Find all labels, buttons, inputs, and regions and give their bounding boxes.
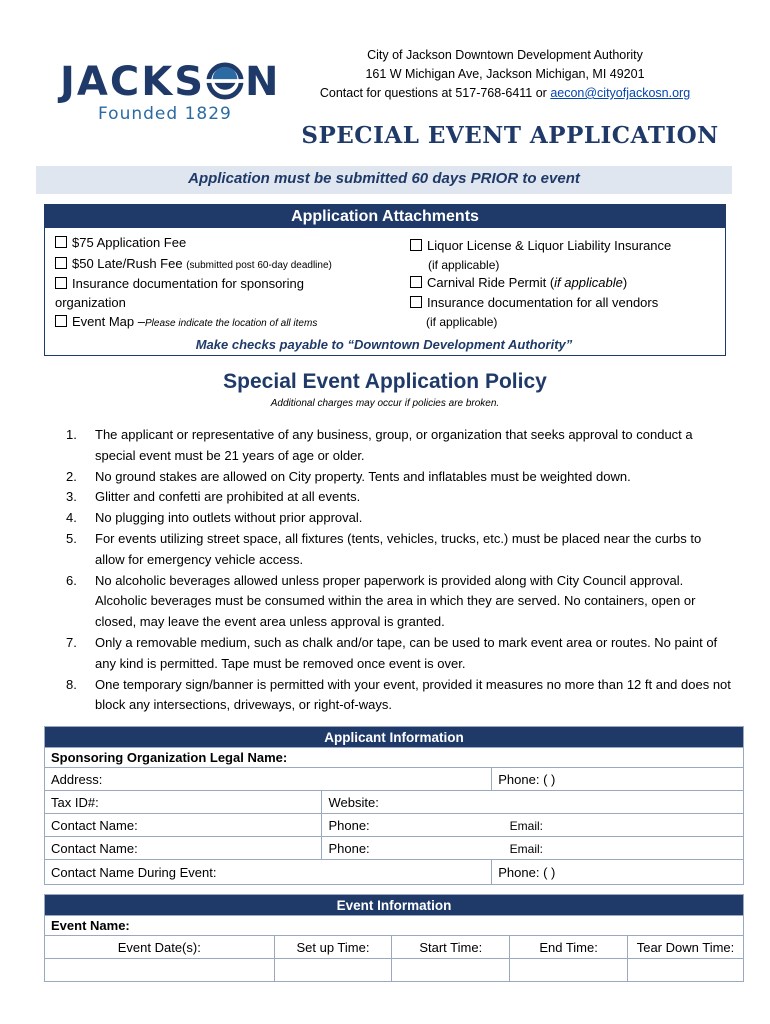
contact-name-field-2[interactable]: Contact Name: [45, 837, 322, 860]
policy-item: 7. Only a removable medium, such as chalk and/or tape, can be used to mark event area or routes. No paint of any kind is permitted. Tape must be removed once event is over. [66, 634, 718, 671]
attachment-application-fee[interactable]: $75 Application Fee [55, 234, 186, 252]
checkbox-icon[interactable] [55, 315, 67, 327]
contact-during-event-field[interactable]: Contact Name During Event: [45, 860, 492, 885]
attachment-vendor-note: (if applicable) [426, 315, 498, 329]
submit-notice: Application must be submitted 60 days PRIOR to event [188, 170, 580, 187]
attachments-header: Application Attachments [45, 205, 725, 228]
attachment-carnival-permit[interactable]: Carnival Ride Permit (if applicable) [410, 274, 627, 292]
page-title: SPECIAL EVENT APPLICATION [301, 122, 719, 149]
checkbox-icon[interactable] [55, 277, 67, 289]
attachment-liquor-note: (if applicable) [428, 258, 500, 272]
contact-phone-email-field[interactable]: Phone: Email: [322, 814, 744, 837]
policy-item: 5. For events utilizing street space, all fixtures (tents, vehicles, trucks, etc.) must be placed near the curbs to allow for emergency vehicle access. [66, 530, 702, 567]
policy-item: 2. No ground stakes are allowed on City property. Tents and inflatables must be weighted down. [66, 468, 631, 484]
address-line: 161 W Michigan Ave, Jackson Michigan, MI 49201 [365, 67, 645, 81]
event-dates-input[interactable] [45, 959, 275, 982]
policy-item: 8. One temporary sign/banner is permitted with your event, provided it measures no more than 12 ft and does not block any intersections, driveways, or right-of-ways. [66, 676, 731, 713]
policy-title: Special Event Application Policy [223, 370, 547, 393]
start-time-input[interactable] [392, 959, 510, 982]
address-field[interactable]: Address: [45, 768, 492, 791]
attachment-late-fee[interactable]: $50 Late/Rush Fee (submitted post 60-day deadline) [55, 255, 332, 275]
end-time-input[interactable] [510, 959, 628, 982]
attachment-insurance-org[interactable]: Insurance documentation for sponsoring [55, 275, 304, 293]
teardown-time-input[interactable] [628, 959, 744, 982]
tax-id-field[interactable]: Tax ID#: [45, 791, 322, 814]
end-time-header: End Time: [510, 936, 628, 959]
checkbox-icon[interactable] [55, 257, 67, 269]
org-legal-name-field[interactable]: Sponsoring Organization Legal Name: [45, 748, 744, 768]
setup-time-header: Set up Time: [274, 936, 392, 959]
teardown-time-header: Tear Down Time: [628, 936, 744, 959]
phone-field[interactable]: Phone: ( ) [492, 768, 744, 791]
policy-item: 1. The applicant or representative of any business, group, or organization that seeks approval to conduct a special event must be 21 years of age or older. [66, 427, 693, 463]
attachment-event-map[interactable]: Event Map –Please indicate the location of all items [55, 313, 317, 333]
checkbox-icon[interactable] [410, 296, 422, 308]
policy-list [66, 425, 734, 716]
policy-subtitle: Additional charges may occur if policies are broken. [270, 398, 500, 409]
policy-item: 6. No alcoholic beverages allowed unless proper paperwork is provided along with City Council approval. Alcoholic beverages must be consumed within the area in which they are served. No containers, open or closed, may leave the event area unless approval is granted. [66, 572, 696, 630]
contact-name-field[interactable]: Contact Name: [45, 814, 322, 837]
event-name-field[interactable]: Event Name: [45, 916, 744, 936]
event-table [44, 894, 744, 982]
contact-phone-email-field-2[interactable]: Phone: Email: [322, 837, 744, 860]
attachment-insurance-org-cont: organization [55, 295, 126, 310]
contact-during-phone-field[interactable]: Phone: ( ) [492, 860, 744, 885]
contact-email-link[interactable]: aecon@cityofjackosn.org [550, 86, 691, 100]
checkbox-icon[interactable] [410, 276, 422, 288]
attachment-liquor-license[interactable]: Liquor License & Liquor Liability Insurance [410, 237, 671, 255]
checkbox-icon[interactable] [55, 236, 67, 248]
logo-wordmark: JACKS N [60, 59, 281, 105]
setup-time-input[interactable] [274, 959, 392, 982]
policy-item: 3. Glitter and confetti are prohibited at all events. [66, 489, 361, 505]
checkbox-icon[interactable] [410, 239, 422, 251]
website-field[interactable]: Website: [322, 791, 744, 814]
applicant-table [44, 726, 744, 885]
attachment-vendor-insurance[interactable]: Insurance documentation for all vendors [410, 294, 658, 312]
checks-payable-note: Make checks payable to “Downtown Development Authority” [195, 337, 573, 352]
event-header: Event Information [45, 895, 744, 916]
start-time-header: Start Time: [392, 936, 510, 959]
contact-block [300, 46, 710, 103]
contact-line: Contact for questions at 517-768-6411 or aecon@cityofjackosn.org [319, 86, 691, 100]
org-name-line: City of Jackson Downtown Development Authority [367, 48, 643, 62]
applicant-header: Applicant Information [45, 727, 744, 748]
policy-item: 4. No plugging into outlets without prior approval. [66, 510, 363, 526]
event-dates-header: Event Date(s): [45, 936, 275, 959]
logo-o-emblem-icon [206, 62, 244, 100]
logo-tagline: Founded 1829 [98, 104, 232, 124]
jackson-logo [60, 59, 281, 130]
